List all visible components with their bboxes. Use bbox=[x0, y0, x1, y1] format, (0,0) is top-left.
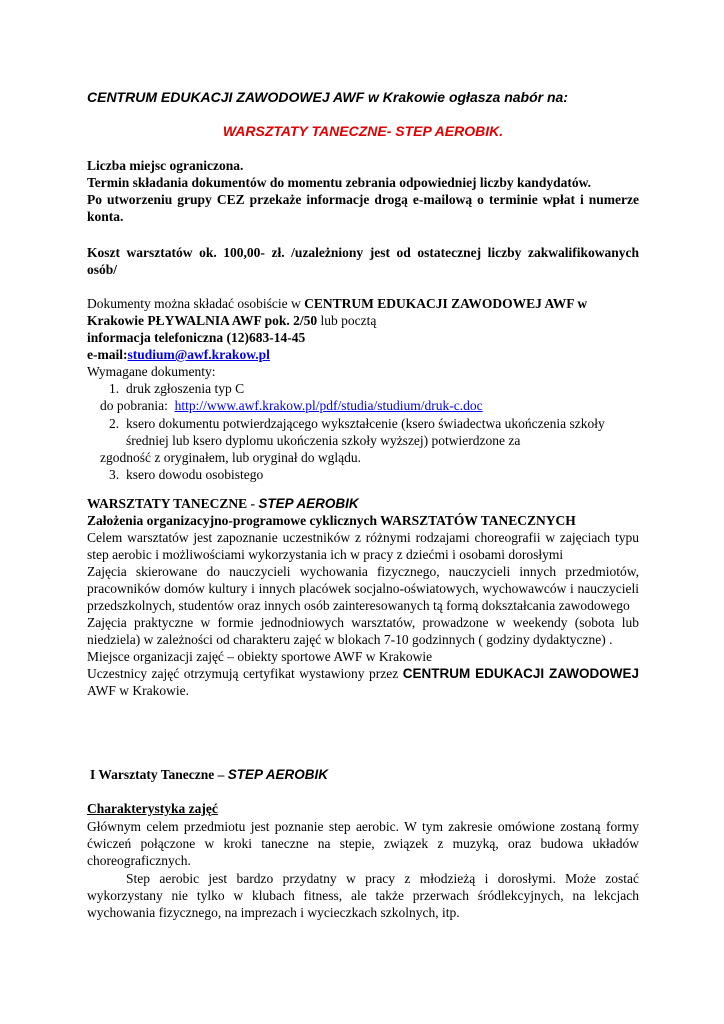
program-title-b: STEP AEROBIK bbox=[258, 496, 359, 511]
list-item-continuation: zgodność z oryginałem, lub oryginał do wglądu. bbox=[100, 450, 361, 465]
section1-title-a: I Warsztaty Taneczne – bbox=[90, 767, 228, 782]
program-goal: Celem warsztatów jest zapoznanie uczestników z różnymi rodzajami choreografii w zajęciach typu step aerobic i możliwościami wykorzystania ich w pracy z dziećmi i osobami dorosłymi bbox=[87, 530, 639, 562]
program-block bbox=[87, 495, 639, 699]
download-label: do pobrania: bbox=[100, 398, 168, 413]
course-title: WARSZTATY TANECZNE- STEP AEROBIK. bbox=[222, 123, 504, 139]
documents-lead: Dokumenty można składać osobiście w bbox=[87, 296, 305, 311]
program-title-a: WARSZTATY TANECZNE - bbox=[87, 496, 259, 511]
program-certificate-a: Uczestnicy zajęć otrzymują certyfikat wystawiony przez bbox=[87, 666, 403, 681]
section1-title-b: STEP AEROBIK bbox=[227, 767, 329, 782]
list-item: 2. ksero dokumentu potwierdzającego wykształcenie (ksero świadectwa ukończenia szkoły średniej lub ksero dyplomu ukończenia szkoły wyższej) potwierdzone za bbox=[109, 416, 605, 448]
program-certificate-c: AWF w Krakowie. bbox=[87, 683, 190, 698]
download-link[interactable]: http://www.awf.krakow.pl/pdf/studia/studium/druk-c.doc bbox=[174, 398, 483, 413]
deadline-text: Termin składania dokumentów do momentu zebrania odpowiedniej liczby kandydatów. bbox=[87, 175, 591, 190]
program-format: Zajęcia praktyczne w formie jednodniowych warsztatów, prowadzone w weekendy (sobota lub niedziela) w zależności od charakteru zajęć w blokach 7-10 godzinnych ( godziny dydaktyczne) . bbox=[87, 615, 639, 647]
program-audience: Zajęcia skierowane do nauczycieli wychowania fizycznego, nauczycieli innych przedmiotów, pracowników domów kultury i innych placówek socjalno-oświatowych, wychowawców i nauczycieli przedszkolnych, studentów oraz innych osób zainteresowanych tą formą dokształcania zawodowego bbox=[87, 564, 639, 613]
intro-block bbox=[87, 157, 639, 225]
characteristics-p1: Głównym celem przedmiotu jest poznanie step aerobic. W tym zakresie omówione zostaną formy ćwiczeń połączone w kroki taneczne na stepie, związek z muzyką, oraz budowa układów choreograficznych. bbox=[87, 819, 639, 868]
documents-org-name: CENTRUM EDUKACJI ZAWODOWEJ AWF w Krakowie PŁYWALNIA AWF pok. 2/50 bbox=[87, 296, 588, 328]
list-item: 3. ksero dowodu osobistego bbox=[109, 467, 264, 482]
list-item: 1. druk zgłoszenia typ C do pobrania: http://www.awf.krakow.pl/pdf/studia/studium/druk-c.doc bbox=[100, 381, 483, 413]
program-certificate-org: CENTRUM EDUKACJI ZAWODOWEJ bbox=[402, 666, 639, 681]
cost-text: Koszt warsztatów ok. 100,00- zł. /uzależniony jest od ostatecznej liczby zakwalifikowanych osób/ bbox=[87, 245, 639, 277]
phone-info: informacja telefoniczna (12)683-14-45 bbox=[87, 330, 306, 345]
payment-info-text: Po utworzeniu grupy CEZ przekaże informacje drogą e-mailową o terminie wpłat i numerze konta. bbox=[87, 192, 639, 224]
characteristics-heading: Charakterystyka zajęć bbox=[87, 801, 218, 816]
program-subtitle: Założenia organizacyjno-programowe cyklicznych WARSZTATÓW TANECZNYCH bbox=[87, 513, 576, 528]
required-docs-list bbox=[87, 380, 639, 483]
announcement-heading: CENTRUM EDUKACJI ZAWODOWEJ AWF w Krakowie ogłasza nabór na: bbox=[87, 89, 568, 105]
program-location: Miejsce organizacji zajęć – obiekty sportowe AWF w Krakowie bbox=[87, 649, 433, 664]
documents-post: lub pocztą bbox=[317, 313, 377, 328]
limited-places-text: Liczba miejsc ograniczona. bbox=[87, 158, 244, 173]
documents-block bbox=[87, 295, 639, 483]
characteristics-p2: Step aerobic jest bardzo przydatny w pracy z młodzieżą i dorosłymi. Może zostać wykorzystany nie tylko w klubach fitness, ale także przerwach śródlekcyjnych, na lekcjach wychowania fizycznego, na imprezach i wycieczkach szkolnych, itp. bbox=[87, 871, 639, 920]
required-docs-label: Wymagane dokumenty: bbox=[87, 364, 216, 379]
email-label: e-mail: bbox=[87, 347, 128, 362]
section1-title bbox=[90, 766, 642, 783]
email-link[interactable]: studium@awf.krakow.pl bbox=[127, 347, 270, 362]
